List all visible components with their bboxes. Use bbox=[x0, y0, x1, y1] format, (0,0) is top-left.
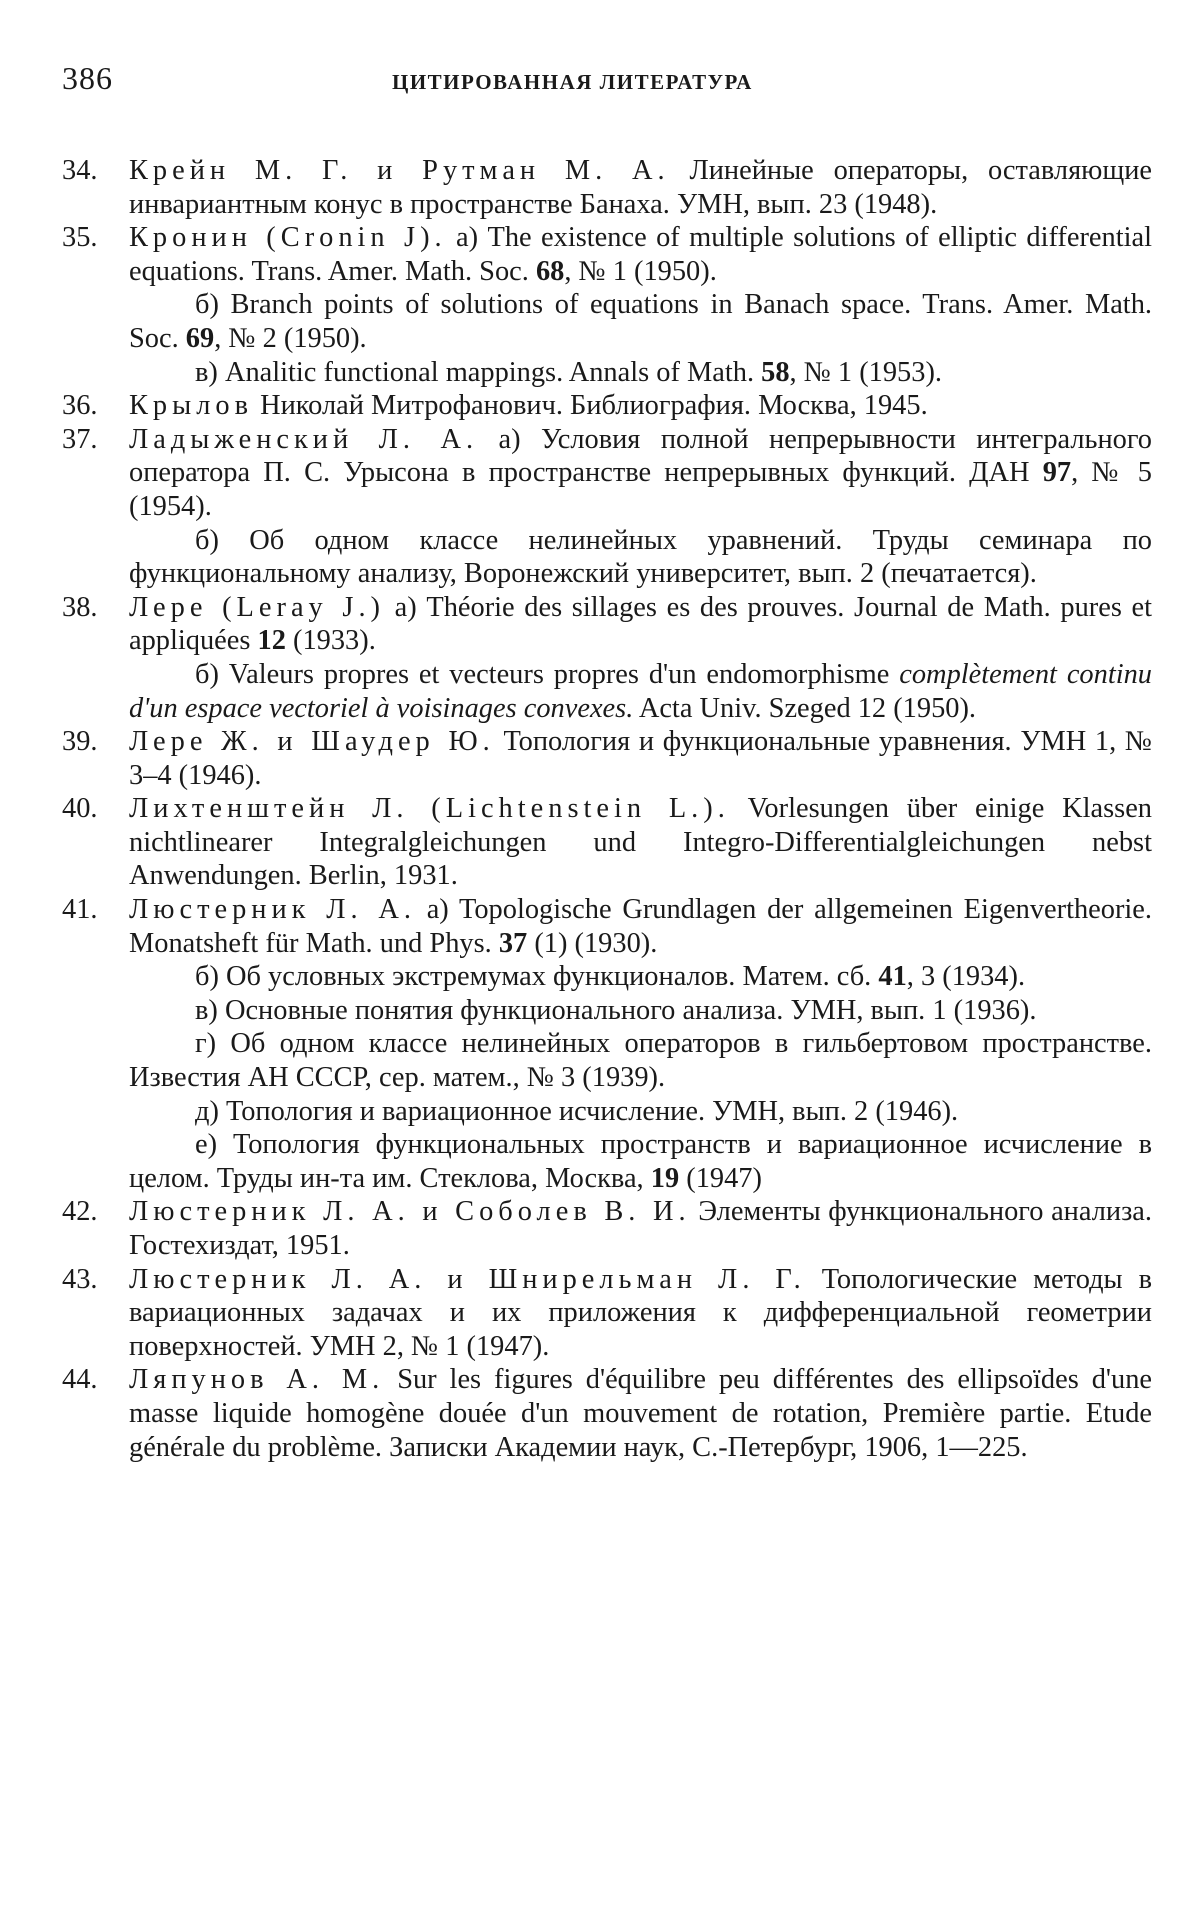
reference-text: Acta Univ. Szeged 12 (1950). bbox=[633, 693, 976, 724]
reference-author: Лихтенштейн Л. (Lichtenstein L.). bbox=[129, 793, 730, 824]
volume-number: 37 bbox=[499, 928, 527, 959]
reference-text: Sur les figures d'équilibre peu différentes des ellipsoïdes d'une masse liquide homogène douée d'un mouvement de rotation, Première partie. Etude générale du problème. Записки Академии наук, С.-Петербург, 1906, 1—225. bbox=[129, 1364, 1152, 1462]
reference-author: Крейн М. Г. и Рутман М. А. bbox=[129, 155, 670, 186]
volume-number: 58 bbox=[761, 357, 789, 388]
reference-author: Крылов bbox=[129, 390, 253, 421]
reference-author: Лере Ж. и Шаудер Ю. bbox=[129, 726, 495, 757]
reference-35-b bbox=[62, 288, 1152, 355]
reference-text: , № 1 (1950). bbox=[564, 256, 716, 287]
volume-number: 19 bbox=[651, 1163, 679, 1194]
page-number: 386 bbox=[62, 60, 113, 97]
reference-text: , № 2 (1950). bbox=[214, 323, 366, 354]
reference-43 bbox=[62, 1263, 1152, 1364]
volume-number: 41 bbox=[878, 961, 906, 992]
volume-number: 68 bbox=[536, 256, 564, 287]
reference-author: Лере (Leray J.) bbox=[129, 592, 385, 623]
reference-text: , № 5 (1954). bbox=[129, 457, 1152, 522]
book-page bbox=[62, 60, 1152, 1464]
reference-37-b bbox=[62, 524, 1152, 591]
reference-text: a) Условия полной непрерывности интегрального оператора П. С. Урысона в пространстве непрерывных функций. ДАН bbox=[129, 424, 1152, 489]
running-title: ЦИТИРОВАННАЯ ЛИТЕРАТУРА bbox=[392, 70, 753, 95]
reference-number: 43. bbox=[62, 1263, 98, 1297]
reference-text: a) The existence of multiple solutions of elliptic differential equations. Trans. Amer. Math. Soc. bbox=[129, 222, 1152, 287]
volume-number: 69 bbox=[186, 323, 214, 354]
reference-40 bbox=[62, 792, 1152, 893]
reference-text: в) Основные понятия функционального анализа. УМН, вып. 1 (1936). bbox=[195, 995, 1036, 1026]
reference-text: Топология и функциональные уравнения. УМН 1, № 3–4 (1946). bbox=[129, 726, 1152, 791]
reference-42 bbox=[62, 1195, 1152, 1262]
reference-36 bbox=[62, 389, 1152, 423]
reference-38 bbox=[62, 591, 1152, 658]
reference-text: (1933). bbox=[286, 625, 376, 656]
reference-number: 38. bbox=[62, 591, 98, 625]
reference-number: 37. bbox=[62, 423, 98, 457]
reference-text: , 3 (1934). bbox=[907, 961, 1025, 992]
reference-number: 35. bbox=[62, 221, 98, 255]
reference-41-e bbox=[62, 1095, 1152, 1129]
reference-37 bbox=[62, 423, 1152, 524]
reference-text: д) Топология и вариационное исчисление. УМН, вып. 2 (1946). bbox=[195, 1096, 958, 1127]
reference-number: 39. bbox=[62, 725, 98, 759]
reference-list bbox=[62, 154, 1152, 1464]
reference-38-b bbox=[62, 658, 1152, 725]
reference-text: a) Théorie des sillages es des prouves. Journal de Math. pures et appliquées bbox=[129, 592, 1152, 657]
reference-author: Люстерник Л. А. и Шнирельман Л. Г. bbox=[129, 1264, 806, 1295]
reference-italic-title: complètement continu d'un espace vectoriel à voisinages convexes. bbox=[129, 659, 1152, 724]
reference-41-f bbox=[62, 1128, 1152, 1195]
reference-39 bbox=[62, 725, 1152, 792]
reference-author: Люстерник Л. А. bbox=[129, 894, 416, 925]
reference-text: (1947) bbox=[679, 1163, 762, 1194]
reference-text: б) Об условных экстремумах функционалов. Матем. сб. bbox=[195, 961, 878, 992]
reference-author: Ладыженский Л. А. bbox=[129, 424, 478, 455]
reference-text: в) Analitic functional mappings. Annals of Math. bbox=[195, 357, 761, 388]
reference-number: 44. bbox=[62, 1363, 98, 1397]
reference-number: 36. bbox=[62, 389, 98, 423]
reference-number: 41. bbox=[62, 893, 98, 927]
reference-41-b bbox=[62, 960, 1152, 994]
reference-text: a) Topologische Grundlagen der allgemeinen Eigenvertheorie. Monatsheft für Math. und Phys. bbox=[129, 894, 1152, 959]
reference-text: (1) (1930). bbox=[527, 928, 657, 959]
reference-text: Николай Митрофанович. Библиография. Москва, 1945. bbox=[253, 390, 928, 421]
reference-text: б) Об одном классе нелинейных уравнений. Труды семинара по функциональному анализу, Воронежский университет, вып. 2 (печатается). bbox=[129, 525, 1152, 590]
reference-text: е) Топология функциональных пространств и вариационное исчисление в целом. Труды ин-та им. Стеклова, Москва, bbox=[129, 1129, 1152, 1194]
reference-author: Кронин (Cronin J). bbox=[129, 222, 447, 253]
reference-text: Линейные операторы, оставляющие инвариантным конус в пространстве Банаха. УМН, вып. 23 (1948). bbox=[129, 155, 1152, 220]
reference-text: б) Valeurs propres et vecteurs propres d'un endomorphisme bbox=[195, 659, 899, 690]
reference-author: Люстерник Л. А. и Соболев В. И. bbox=[129, 1196, 691, 1227]
volume-number: 97 bbox=[1043, 457, 1071, 488]
reference-41 bbox=[62, 893, 1152, 960]
reference-number: 34. bbox=[62, 154, 98, 188]
reference-text: б) Branch points of solutions of equations in Banach space. Trans. Amer. Math. Soc. bbox=[129, 289, 1152, 354]
reference-text: Элементы функционального анализа. Гостехиздат, 1951. bbox=[129, 1196, 1152, 1261]
reference-author: Ляпунов А. М. bbox=[129, 1364, 384, 1395]
volume-number: 12 bbox=[258, 625, 286, 656]
reference-text: , № 1 (1953). bbox=[790, 357, 942, 388]
reference-text: Топологические методы в вариационных задачах и их приложения к дифференциальной геометрии поверхностей. УМН 2, № 1 (1947). bbox=[129, 1264, 1152, 1362]
reference-text: г) Об одном классе нелинейных операторов в гильбертовом пространстве. Известия АН СССР, сер. матем., № 3 (1939). bbox=[129, 1028, 1152, 1093]
reference-35-c bbox=[62, 356, 1152, 390]
reference-41-d bbox=[62, 1027, 1152, 1094]
reference-41-c bbox=[62, 994, 1152, 1028]
page-header bbox=[62, 60, 1152, 110]
reference-35 bbox=[62, 221, 1152, 288]
reference-number: 40. bbox=[62, 792, 98, 826]
reference-34 bbox=[62, 154, 1152, 221]
reference-number: 42. bbox=[62, 1195, 98, 1229]
reference-text: Vorlesungen über einige Klassen nichtlinearer Integralgleichungen und Integro-Differentialgleichungen nebst Anwendungen. Berlin, 1931. bbox=[129, 793, 1152, 891]
reference-44 bbox=[62, 1363, 1152, 1464]
